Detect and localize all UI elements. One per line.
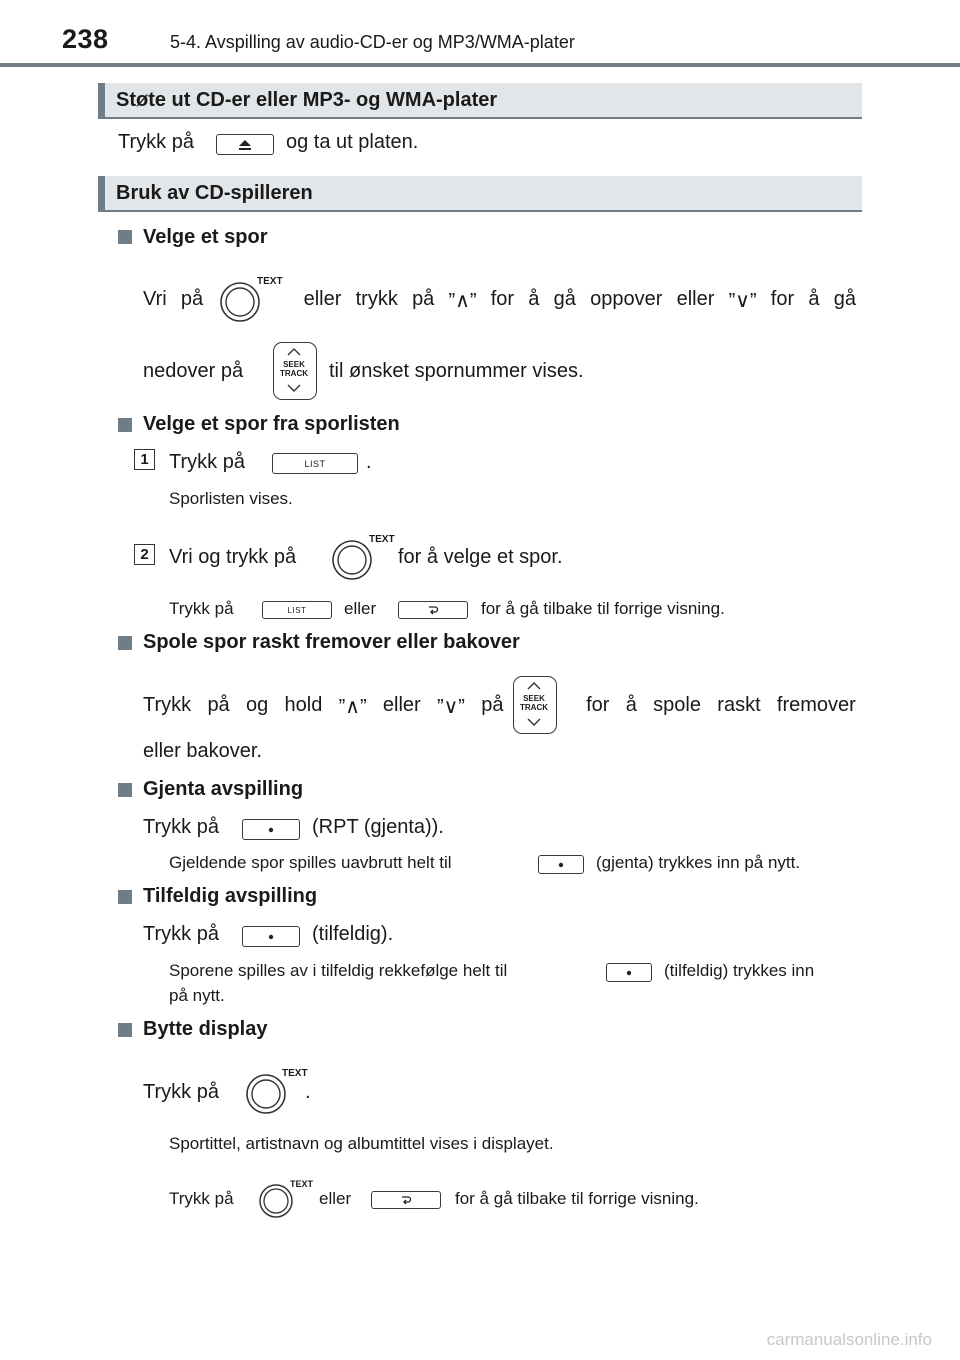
step2-note-pre: Trykk på <box>169 599 234 618</box>
step1-pre: Trykk på <box>169 451 245 473</box>
bullet-square <box>118 1023 132 1037</box>
section-bar-eject <box>98 83 862 119</box>
random-note-line1-post: (tilfeldig) trykkes inn <box>664 961 815 980</box>
section-bar-cd-player <box>98 176 862 212</box>
repeat-instruction-pre: Trykk på <box>143 816 219 838</box>
heading-repeat: Gjenta avspilling <box>143 778 304 800</box>
select-track-line2-pre: nedover på <box>143 360 244 382</box>
seek-track-button-icon: SEEK TRACK <box>273 342 317 400</box>
back-button-icon <box>398 601 468 619</box>
section-title-cd-player: Bruk av CD-spilleren <box>116 182 313 204</box>
preset-button-icon <box>242 926 300 947</box>
heading-fast-forward: Spole spor raskt fremover eller bakover <box>143 631 520 653</box>
random-note-line1-pre: Sporene spilles av i tilfeldig rekkefølge helt til <box>169 961 508 980</box>
heading-display: Bytte display <box>143 1018 268 1040</box>
step-number-2: 2 <box>134 544 155 565</box>
step2-note-mid: eller <box>344 599 377 618</box>
step1-post: . <box>366 451 372 473</box>
step1-note: Sporlisten vises. <box>169 489 293 508</box>
heading-track-list: Velge et spor fra sporlisten <box>143 413 400 435</box>
back-button-icon <box>371 1191 441 1209</box>
list-button-icon: LIST <box>272 453 358 474</box>
step2-post: for å velge et spor. <box>398 546 563 568</box>
repeat-note-pre: Gjeldende spor spilles uavbrutt helt til <box>169 853 452 872</box>
display-note1: Sportittel, artistnavn og albumtittel vises i displayet. <box>169 1134 554 1153</box>
heading-random: Tilfeldig avspilling <box>143 885 318 907</box>
bullet-square <box>118 783 132 797</box>
bullet-square <box>118 418 132 432</box>
knob-text-label: TEXT <box>290 1179 314 1189</box>
step2-note-post: for å gå tilbake til forrige visning. <box>481 599 725 618</box>
eject-instruction-pre: Trykk på <box>118 131 194 153</box>
list-button-icon: LIST <box>262 601 332 619</box>
repeat-instruction-post: (RPT (gjenta)). <box>312 816 444 838</box>
display-instruction-post: . <box>305 1081 311 1103</box>
display-note2-mid: eller <box>319 1189 352 1208</box>
fast-forward-line2: eller bakover. <box>143 740 262 762</box>
eject-button-icon <box>216 134 274 155</box>
step-number-1: 1 <box>134 449 155 470</box>
eject-instruction-post: og ta ut platen. <box>286 131 419 153</box>
random-instruction-pre: Trykk på <box>143 923 219 945</box>
random-note-line2: på nytt. <box>169 986 225 1005</box>
watermark: carmanualsonline.info <box>766 1330 932 1349</box>
display-note2-pre: Trykk på <box>169 1189 234 1208</box>
knob-text-label: TEXT <box>369 534 395 545</box>
heading-select-track: Velge et spor <box>143 226 268 248</box>
tune-knob-icon <box>218 278 262 322</box>
display-instruction-pre: Trykk på <box>143 1081 219 1103</box>
preset-button-icon <box>242 819 300 840</box>
page-number: 238 <box>62 24 109 54</box>
header-rule <box>0 63 960 67</box>
step2-pre: Vri og trykk på <box>169 546 297 568</box>
preset-button-icon <box>538 855 584 874</box>
chapter-title: 5-4. Avspilling av audio-CD-er og MP3/WMA-plater <box>170 32 575 52</box>
bullet-square <box>118 636 132 650</box>
knob-text-label: TEXT <box>257 276 283 287</box>
select-track-line2-post: til ønsket spornummer vises. <box>329 360 584 382</box>
tune-knob-icon <box>330 536 374 580</box>
knob-text-label: TEXT <box>282 1068 308 1079</box>
bullet-square <box>118 230 132 244</box>
bullet-square <box>118 890 132 904</box>
seek-track-button-icon: SEEK TRACK <box>513 676 557 734</box>
repeat-note-post: (gjenta) trykkes inn på nytt. <box>596 853 801 872</box>
fast-forward-line1: Trykk på og hold ”∧” eller ”∨” på for å spole raskt fremover <box>143 694 856 718</box>
select-track-line1: Vri på eller trykk på ”∧” for å gå oppover eller ”∨” for å gå <box>143 288 856 312</box>
section-title-eject: Støte ut CD-er eller MP3- og WMA-plater <box>116 89 498 111</box>
random-instruction-post: (tilfeldig). <box>312 923 394 945</box>
display-note2-post: for å gå tilbake til forrige visning. <box>455 1189 699 1208</box>
preset-button-icon <box>606 963 652 982</box>
